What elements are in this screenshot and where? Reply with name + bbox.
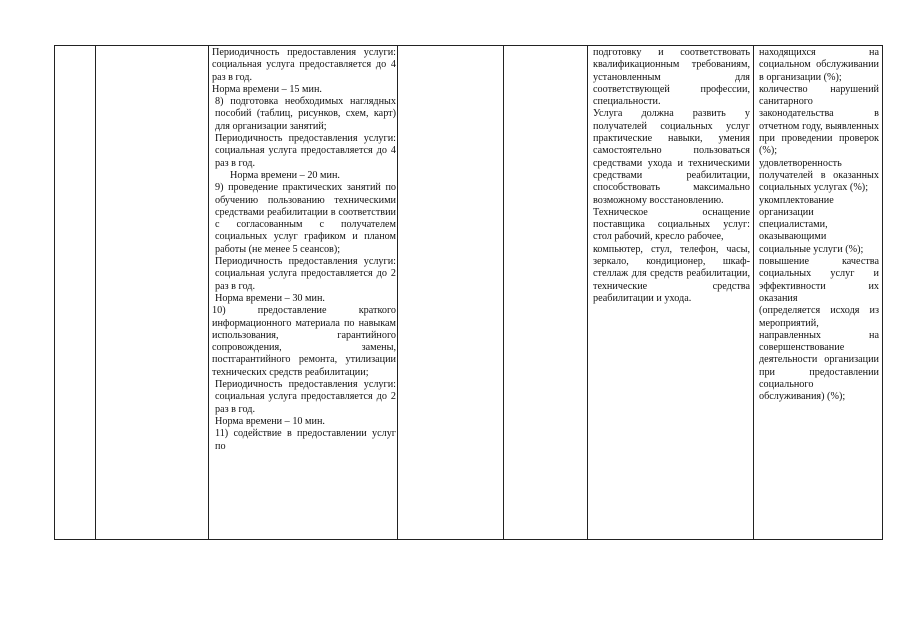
cell-quality-indicators	[754, 46, 883, 540]
cell-service-conditions	[588, 46, 754, 540]
paragraph: подготовку и соответствовать квалификационным требованиям, установленным для соответствующей профессии, специальности.	[593, 47, 750, 108]
paragraph: Норма времени – 30 мин.	[215, 292, 325, 304]
cell-service-cost	[504, 46, 588, 540]
paragraph: повышение качества социальных услуг и эффективности их оказания	[759, 256, 879, 304]
service-description-text	[209, 46, 397, 453]
paragraph: Техническое оснащение поставщика социальных услуг: стол рабочий, кресло рабочее,	[593, 206, 750, 243]
paragraph: (определяется исходя из мероприятий, направленных на совершенствование деятельности организации при предоставлении социального обслуживания) (%);	[759, 305, 879, 403]
cell-service-period	[398, 46, 504, 540]
table-row	[55, 46, 883, 540]
paragraph: 10) предоставление краткого информационного материала по навыкам использования, гарантийного сопровождения, замены, постгарантийного ремонта, утилизации технических средств реабилитации;	[212, 305, 396, 378]
paragraph: 9) проведение практических занятий по обучению пользованию техническими средствами реабилитации в соответствии с согласованным с получателем социальных услуг графиком и планом работы (не менее 5 сеансов);	[215, 182, 396, 255]
paragraph: Периодичность предоставления услуги: социальная услуга предоставляется до 2 раз в год.	[215, 256, 396, 292]
cell-service-name	[96, 46, 209, 540]
paragraph: Норма времени – 10 мин.	[215, 415, 325, 427]
paragraph: укомплектование организации специалистами, оказывающими социальные услуги (%);	[759, 194, 864, 255]
paragraph: удовлетворенность получателей в оказанных социальных услугах (%);	[759, 157, 879, 194]
paragraph: находящихся на социальном обслуживании в организации (%);	[759, 47, 879, 83]
paragraph: Периодичность предоставления услуги: социальная услуга предоставляется до 4 раз в год.	[212, 47, 396, 83]
service-conditions-text	[588, 46, 753, 305]
paragraph: Периодичность предоставления услуги: социальная услуга предоставляется до 4 раз в год.	[215, 133, 396, 169]
quality-indicators-text	[754, 46, 882, 404]
cell-service-description	[209, 46, 398, 540]
paragraph: компьютер, стул, телефон, часы, зеркало, кондиционер, шкаф-стеллаж для средств реабилитации, технические средства реабилитации и ухода.	[593, 243, 750, 304]
paragraph: количество нарушений санитарного законодательства в отчетном году, выявленных при проведении проверок (%);	[759, 83, 879, 157]
paragraph: 8) подготовка необходимых наглядных пособий (таблиц, рисунков, схем, карт) для организации занятий;	[215, 96, 396, 132]
paragraph: Периодичность предоставления услуги: социальная услуга предоставляется до 2 раз в год.	[215, 379, 396, 415]
paragraph: Услуга должна развить у получателей социальных услуг практические навыки, умения самостоятельно пользоваться средствами ухода и техническими средствами реабилитации, способствовать максимально возможному восстановлению.	[593, 108, 750, 206]
cell-number	[55, 46, 96, 540]
paragraph: Норма времени – 20 мин.	[230, 169, 340, 181]
paragraph: 11) содействие в предоставлении услуг по	[215, 428, 396, 452]
services-table	[54, 45, 883, 540]
paragraph: Норма времени – 15 мин.	[212, 83, 322, 95]
